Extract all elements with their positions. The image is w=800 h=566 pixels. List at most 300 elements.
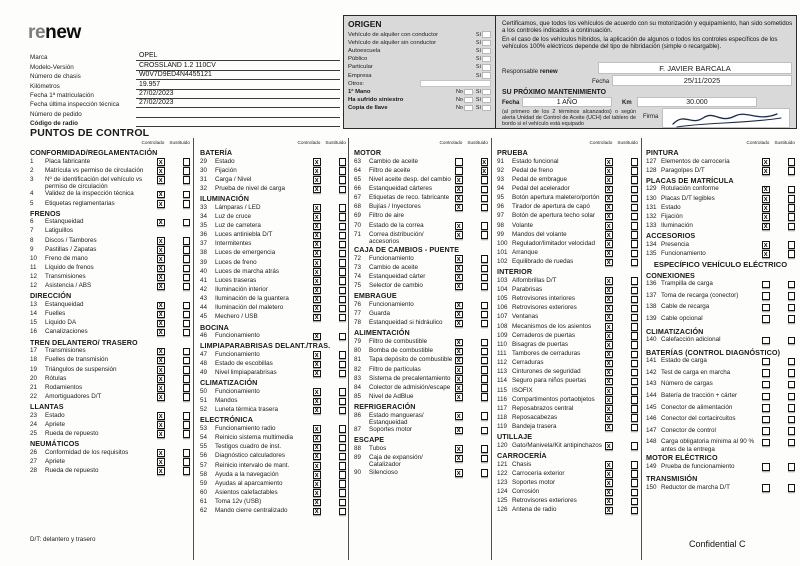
checkbox-sustituido[interactable]	[183, 329, 191, 337]
checkbox-sustituido[interactable]	[788, 337, 796, 345]
checkbox-sustituido[interactable]	[183, 449, 191, 457]
checkbox-sustituido[interactable]	[481, 255, 489, 263]
checkbox-controlado[interactable]	[313, 250, 321, 258]
checkbox-sustituido[interactable]	[339, 223, 347, 231]
checkbox-controlado[interactable]	[605, 378, 613, 386]
checkbox-controlado[interactable]	[157, 255, 165, 263]
checkbox-controlado[interactable]	[762, 241, 770, 249]
field-value[interactable]: 27/02/2023	[136, 90, 340, 99]
checkbox-controlado[interactable]	[455, 339, 463, 347]
checkbox-controlado[interactable]	[762, 213, 770, 221]
checkbox-controlado[interactable]	[605, 167, 613, 175]
checkbox-sustituido[interactable]	[788, 158, 796, 166]
checkbox-controlado[interactable]	[605, 369, 613, 377]
checkbox-sustituido[interactable]	[183, 302, 191, 310]
checkbox-controlado[interactable]	[157, 357, 165, 365]
checkbox-sustituido[interactable]	[183, 421, 191, 429]
checkbox-controlado[interactable]	[313, 277, 321, 285]
field-value[interactable]: OPEL	[136, 52, 340, 61]
checkbox-controlado[interactable]	[313, 499, 321, 507]
checkbox-sustituido[interactable]	[183, 200, 191, 208]
checkbox-sustituido[interactable]	[788, 463, 796, 471]
checkbox-sustituido[interactable]	[481, 412, 489, 420]
firma-input[interactable]	[662, 108, 790, 128]
checkbox-controlado[interactable]	[313, 167, 321, 175]
checkbox-controlado[interactable]	[455, 427, 463, 435]
si-checkbox[interactable]	[482, 97, 491, 103]
checkbox-controlado[interactable]	[313, 361, 321, 369]
checkbox-controlado[interactable]	[313, 314, 321, 322]
checkbox-sustituido[interactable]	[183, 167, 191, 175]
checkbox-controlado[interactable]	[455, 455, 463, 463]
checkbox-controlado[interactable]	[455, 167, 463, 175]
checkbox-controlado[interactable]	[762, 369, 770, 377]
checkbox-sustituido[interactable]	[631, 507, 639, 515]
checkbox-sustituido[interactable]	[788, 241, 796, 249]
checkbox-controlado[interactable]	[605, 332, 613, 340]
checkbox-controlado[interactable]	[455, 445, 463, 453]
checkbox-controlado[interactable]	[605, 158, 613, 166]
checkbox-sustituido[interactable]	[339, 287, 347, 295]
checkbox-controlado[interactable]	[313, 158, 321, 166]
checkbox-controlado[interactable]	[605, 341, 613, 349]
checkbox-sustituido[interactable]	[788, 223, 796, 231]
checkbox-controlado[interactable]	[605, 186, 613, 194]
checkbox-controlado[interactable]	[157, 167, 165, 175]
checkbox-sustituido[interactable]	[481, 445, 489, 453]
checkbox-sustituido[interactable]	[631, 498, 639, 506]
checkbox-controlado[interactable]	[313, 296, 321, 304]
checkbox-controlado[interactable]	[313, 444, 321, 452]
checkbox-sustituido[interactable]	[339, 268, 347, 276]
checkbox-sustituido[interactable]	[631, 332, 639, 340]
checkbox-controlado[interactable]	[605, 287, 613, 295]
checkbox-sustituido[interactable]	[183, 366, 191, 374]
checkbox-sustituido[interactable]	[339, 176, 347, 184]
checkbox-controlado[interactable]	[157, 449, 165, 457]
checkbox-controlado[interactable]	[605, 176, 613, 184]
si-checkbox[interactable]	[482, 72, 491, 78]
checkbox-sustituido[interactable]	[631, 323, 639, 331]
checkbox-controlado[interactable]	[313, 388, 321, 396]
checkbox-sustituido[interactable]	[183, 357, 191, 365]
checkbox-controlado[interactable]	[313, 407, 321, 415]
checkbox-controlado[interactable]	[605, 231, 613, 239]
checkbox-sustituido[interactable]	[631, 405, 639, 413]
si-checkbox[interactable]	[482, 56, 491, 62]
checkbox-sustituido[interactable]	[481, 158, 489, 166]
checkbox-controlado[interactable]	[762, 281, 770, 289]
checkbox-controlado[interactable]	[762, 439, 770, 447]
field-value[interactable]: CROSSLAND 1.2 110CV	[136, 62, 340, 71]
checkbox-sustituido[interactable]	[481, 384, 489, 392]
checkbox-sustituido[interactable]	[339, 471, 347, 479]
checkbox-controlado[interactable]	[157, 467, 165, 475]
checkbox-controlado[interactable]	[455, 265, 463, 273]
checkbox-controlado[interactable]	[157, 274, 165, 282]
checkbox-controlado[interactable]	[157, 366, 165, 374]
checkbox-sustituido[interactable]	[183, 219, 191, 227]
checkbox-controlado[interactable]	[313, 241, 321, 249]
checkbox-sustituido[interactable]	[481, 231, 489, 239]
checkbox-sustituido[interactable]	[788, 213, 796, 221]
checkbox-sustituido[interactable]	[788, 381, 796, 389]
checkbox-controlado[interactable]	[455, 158, 463, 166]
checkbox-controlado[interactable]	[157, 430, 165, 438]
checkbox-sustituido[interactable]	[631, 277, 639, 285]
checkbox-controlado[interactable]	[157, 219, 165, 227]
checkbox-sustituido[interactable]	[788, 167, 796, 175]
checkbox-sustituido[interactable]	[631, 461, 639, 469]
checkbox-controlado[interactable]	[313, 213, 321, 221]
field-value[interactable]	[136, 126, 340, 127]
field-value[interactable]	[136, 117, 340, 118]
checkbox-sustituido[interactable]	[631, 231, 639, 239]
si-checkbox[interactable]	[482, 105, 491, 111]
checkbox-sustituido[interactable]	[481, 186, 489, 194]
checkbox-sustituido[interactable]	[183, 458, 191, 466]
checkbox-sustituido[interactable]	[339, 453, 347, 461]
checkbox-sustituido[interactable]	[339, 232, 347, 240]
checkbox-controlado[interactable]	[605, 222, 613, 230]
checkbox-sustituido[interactable]	[481, 339, 489, 347]
checkbox-controlado[interactable]	[455, 311, 463, 319]
checkbox-sustituido[interactable]	[788, 416, 796, 424]
checkbox-sustituido[interactable]	[339, 213, 347, 221]
checkbox-controlado[interactable]	[157, 191, 165, 199]
checkbox-sustituido[interactable]	[631, 396, 639, 404]
checkbox-controlado[interactable]	[762, 167, 770, 175]
checkbox-sustituido[interactable]	[631, 296, 639, 304]
checkbox-controlado[interactable]	[762, 358, 770, 366]
field-value[interactable]: W0V7D9ED4N4455121	[136, 71, 340, 80]
checkbox-controlado[interactable]	[762, 337, 770, 345]
checkbox-sustituido[interactable]	[631, 305, 639, 313]
responsable-name-input[interactable]: F. JAVIER BARCALA	[598, 62, 792, 74]
checkbox-sustituido[interactable]	[339, 296, 347, 304]
checkbox-controlado[interactable]	[313, 489, 321, 497]
checkbox-controlado[interactable]	[762, 463, 770, 471]
checkbox-controlado[interactable]	[605, 240, 613, 248]
checkbox-controlado[interactable]	[313, 186, 321, 194]
checkbox-sustituido[interactable]	[631, 387, 639, 395]
checkbox-controlado[interactable]	[605, 277, 613, 285]
checkbox-sustituido[interactable]	[631, 250, 639, 258]
checkbox-controlado[interactable]	[455, 195, 463, 203]
checkbox-sustituido[interactable]	[631, 186, 639, 194]
checkbox-controlado[interactable]	[455, 231, 463, 239]
no-checkbox[interactable]	[464, 89, 473, 95]
checkbox-controlado[interactable]	[605, 305, 613, 313]
checkbox-sustituido[interactable]	[339, 241, 347, 249]
checkbox-sustituido[interactable]	[481, 222, 489, 230]
checkbox-sustituido[interactable]	[183, 375, 191, 383]
checkbox-sustituido[interactable]	[339, 259, 347, 267]
si-checkbox[interactable]	[482, 31, 491, 37]
checkbox-controlado[interactable]	[762, 404, 770, 412]
checkbox-sustituido[interactable]	[183, 384, 191, 392]
checkbox-sustituido[interactable]	[481, 375, 489, 383]
checkbox-sustituido[interactable]	[183, 311, 191, 319]
checkbox-sustituido[interactable]	[481, 469, 489, 477]
checkbox-controlado[interactable]	[313, 480, 321, 488]
checkbox-controlado[interactable]	[762, 315, 770, 323]
checkbox-sustituido[interactable]	[481, 320, 489, 328]
checkbox-sustituido[interactable]	[339, 204, 347, 212]
checkbox-controlado[interactable]	[157, 320, 165, 328]
checkbox-sustituido[interactable]	[788, 369, 796, 377]
checkbox-controlado[interactable]	[455, 366, 463, 374]
checkbox-controlado[interactable]	[313, 287, 321, 295]
checkbox-sustituido[interactable]	[339, 508, 347, 516]
checkbox-sustituido[interactable]	[481, 167, 489, 175]
checkbox-controlado[interactable]	[455, 283, 463, 291]
checkbox-controlado[interactable]	[157, 458, 165, 466]
checkbox-controlado[interactable]	[313, 351, 321, 359]
checkbox-sustituido[interactable]	[631, 213, 639, 221]
checkbox-sustituido[interactable]	[631, 259, 639, 267]
checkbox-controlado[interactable]	[762, 223, 770, 231]
checkbox-sustituido[interactable]	[183, 348, 191, 356]
checkbox-sustituido[interactable]	[631, 378, 639, 386]
checkbox-controlado[interactable]	[157, 393, 165, 401]
checkbox-controlado[interactable]	[605, 387, 613, 395]
checkbox-sustituido[interactable]	[183, 283, 191, 291]
checkbox-sustituido[interactable]	[339, 186, 347, 194]
checkbox-controlado[interactable]	[605, 479, 613, 487]
checkbox-controlado[interactable]	[157, 384, 165, 392]
checkbox-controlado[interactable]	[605, 323, 613, 331]
field-value[interactable]: 19.957	[136, 81, 340, 90]
checkbox-sustituido[interactable]	[339, 277, 347, 285]
checkbox-controlado[interactable]	[455, 186, 463, 194]
checkbox-sustituido[interactable]	[631, 158, 639, 166]
checkbox-controlado[interactable]	[455, 348, 463, 356]
checkbox-sustituido[interactable]	[339, 370, 347, 378]
checkbox-controlado[interactable]	[605, 405, 613, 413]
checkbox-sustituido[interactable]	[339, 167, 347, 175]
checkbox-sustituido[interactable]	[183, 467, 191, 475]
checkbox-controlado[interactable]	[455, 375, 463, 383]
checkbox-controlado[interactable]	[762, 304, 770, 312]
checkbox-controlado[interactable]	[605, 314, 613, 322]
checkbox-controlado[interactable]	[762, 292, 770, 300]
checkbox-controlado[interactable]	[455, 469, 463, 477]
checkbox-sustituido[interactable]	[788, 186, 796, 194]
checkbox-controlado[interactable]	[157, 283, 165, 291]
checkbox-sustituido[interactable]	[339, 351, 347, 359]
checkbox-controlado[interactable]	[605, 507, 613, 515]
checkbox-sustituido[interactable]	[339, 388, 347, 396]
checkbox-controlado[interactable]	[313, 435, 321, 443]
checkbox-controlado[interactable]	[762, 195, 770, 203]
checkbox-controlado[interactable]	[455, 204, 463, 212]
checkbox-sustituido[interactable]	[183, 158, 191, 166]
checkbox-controlado[interactable]	[605, 213, 613, 221]
checkbox-sustituido[interactable]	[481, 265, 489, 273]
checkbox-sustituido[interactable]	[631, 195, 639, 203]
checkbox-sustituido[interactable]	[788, 250, 796, 258]
checkbox-sustituido[interactable]	[183, 412, 191, 420]
checkbox-controlado[interactable]	[313, 333, 321, 341]
checkbox-sustituido[interactable]	[339, 398, 347, 406]
checkbox-sustituido[interactable]	[631, 360, 639, 368]
checkbox-controlado[interactable]	[313, 204, 321, 212]
fecha-input[interactable]: 25/11/2025	[612, 75, 792, 86]
checkbox-controlado[interactable]	[455, 255, 463, 263]
checkbox-sustituido[interactable]	[631, 222, 639, 230]
checkbox-sustituido[interactable]	[481, 357, 489, 365]
checkbox-controlado[interactable]	[605, 489, 613, 497]
no-checkbox[interactable]	[464, 105, 473, 111]
field-value[interactable]: 27/02/2023	[136, 99, 340, 108]
checkbox-sustituido[interactable]	[183, 237, 191, 245]
checkbox-sustituido[interactable]	[183, 320, 191, 328]
checkbox-sustituido[interactable]	[339, 435, 347, 443]
checkbox-controlado[interactable]	[455, 302, 463, 310]
mantenimiento-km-input[interactable]: 30.000	[637, 97, 757, 107]
checkbox-controlado[interactable]	[455, 222, 463, 230]
checkbox-controlado[interactable]	[605, 351, 613, 359]
checkbox-sustituido[interactable]	[339, 489, 347, 497]
si-checkbox[interactable]	[482, 64, 491, 70]
checkbox-sustituido[interactable]	[339, 250, 347, 258]
checkbox-controlado[interactable]	[313, 508, 321, 516]
checkbox-sustituido[interactable]	[183, 265, 191, 273]
checkbox-sustituido[interactable]	[339, 462, 347, 470]
checkbox-sustituido[interactable]	[481, 455, 489, 463]
checkbox-controlado[interactable]	[455, 274, 463, 282]
si-checkbox[interactable]	[482, 40, 491, 46]
checkbox-sustituido[interactable]	[339, 499, 347, 507]
checkbox-sustituido[interactable]	[481, 195, 489, 203]
checkbox-controlado[interactable]	[455, 384, 463, 392]
checkbox-controlado[interactable]	[455, 393, 463, 401]
checkbox-controlado[interactable]	[762, 427, 770, 435]
checkbox-controlado[interactable]	[762, 250, 770, 258]
checkbox-sustituido[interactable]	[631, 351, 639, 359]
checkbox-controlado[interactable]	[313, 398, 321, 406]
checkbox-controlado[interactable]	[605, 498, 613, 506]
checkbox-controlado[interactable]	[605, 442, 613, 450]
checkbox-sustituido[interactable]	[631, 176, 639, 184]
checkbox-controlado[interactable]	[605, 396, 613, 404]
checkbox-sustituido[interactable]	[788, 427, 796, 435]
checkbox-sustituido[interactable]	[481, 393, 489, 401]
otros-input[interactable]	[420, 80, 492, 87]
checkbox-controlado[interactable]	[313, 471, 321, 479]
checkbox-sustituido[interactable]	[631, 314, 639, 322]
checkbox-controlado[interactable]	[605, 470, 613, 478]
checkbox-sustituido[interactable]	[481, 311, 489, 319]
checkbox-sustituido[interactable]	[631, 414, 639, 422]
checkbox-sustituido[interactable]	[631, 287, 639, 295]
checkbox-sustituido[interactable]	[339, 314, 347, 322]
checkbox-controlado[interactable]	[313, 453, 321, 461]
checkbox-sustituido[interactable]	[183, 191, 191, 199]
checkbox-sustituido[interactable]	[481, 366, 489, 374]
checkbox-sustituido[interactable]	[631, 442, 639, 450]
checkbox-controlado[interactable]	[313, 370, 321, 378]
checkbox-sustituido[interactable]	[339, 333, 347, 341]
checkbox-sustituido[interactable]	[481, 348, 489, 356]
checkbox-controlado[interactable]	[157, 176, 165, 184]
checkbox-sustituido[interactable]	[481, 283, 489, 291]
checkbox-sustituido[interactable]	[481, 204, 489, 212]
checkbox-sustituido[interactable]	[481, 427, 489, 435]
checkbox-controlado[interactable]	[157, 302, 165, 310]
checkbox-controlado[interactable]	[605, 259, 613, 267]
checkbox-sustituido[interactable]	[339, 480, 347, 488]
checkbox-sustituido[interactable]	[183, 176, 191, 184]
checkbox-controlado[interactable]	[762, 416, 770, 424]
checkbox-sustituido[interactable]	[631, 479, 639, 487]
checkbox-sustituido[interactable]	[183, 274, 191, 282]
checkbox-sustituido[interactable]	[631, 240, 639, 248]
checkbox-sustituido[interactable]	[339, 361, 347, 369]
checkbox-sustituido[interactable]	[631, 424, 639, 432]
checkbox-sustituido[interactable]	[788, 292, 796, 300]
checkbox-controlado[interactable]	[605, 250, 613, 258]
checkbox-controlado[interactable]	[157, 265, 165, 273]
checkbox-sustituido[interactable]	[788, 204, 796, 212]
checkbox-sustituido[interactable]	[788, 281, 796, 289]
checkbox-controlado[interactable]	[313, 232, 321, 240]
checkbox-controlado[interactable]	[157, 311, 165, 319]
checkbox-sustituido[interactable]	[183, 430, 191, 438]
si-checkbox[interactable]	[482, 89, 491, 95]
checkbox-controlado[interactable]	[313, 268, 321, 276]
no-checkbox[interactable]	[464, 97, 473, 103]
checkbox-controlado[interactable]	[762, 484, 770, 492]
checkbox-controlado[interactable]	[157, 329, 165, 337]
checkbox-sustituido[interactable]	[339, 305, 347, 313]
checkbox-sustituido[interactable]	[788, 195, 796, 203]
si-checkbox[interactable]	[482, 48, 491, 54]
checkbox-controlado[interactable]	[157, 412, 165, 420]
checkbox-controlado[interactable]	[605, 195, 613, 203]
mantenimiento-fecha-input[interactable]: 1 AÑO	[522, 97, 612, 107]
checkbox-controlado[interactable]	[313, 462, 321, 470]
checkbox-sustituido[interactable]	[481, 302, 489, 310]
checkbox-controlado[interactable]	[455, 357, 463, 365]
checkbox-controlado[interactable]	[762, 186, 770, 194]
checkbox-controlado[interactable]	[313, 259, 321, 267]
checkbox-sustituido[interactable]	[631, 167, 639, 175]
checkbox-controlado[interactable]	[605, 204, 613, 212]
checkbox-sustituido[interactable]	[788, 439, 796, 447]
checkbox-sustituido[interactable]	[788, 393, 796, 401]
checkbox-sustituido[interactable]	[631, 369, 639, 377]
checkbox-sustituido[interactable]	[631, 489, 639, 497]
checkbox-controlado[interactable]	[762, 158, 770, 166]
checkbox-controlado[interactable]	[313, 223, 321, 231]
checkbox-controlado[interactable]	[313, 176, 321, 184]
checkbox-sustituido[interactable]	[631, 204, 639, 212]
checkbox-sustituido[interactable]	[183, 246, 191, 254]
checkbox-controlado[interactable]	[313, 305, 321, 313]
checkbox-sustituido[interactable]	[481, 274, 489, 282]
checkbox-sustituido[interactable]	[339, 425, 347, 433]
checkbox-controlado[interactable]	[157, 375, 165, 383]
checkbox-controlado[interactable]	[605, 296, 613, 304]
checkbox-controlado[interactable]	[762, 381, 770, 389]
checkbox-controlado[interactable]	[157, 158, 165, 166]
checkbox-sustituido[interactable]	[183, 255, 191, 263]
checkbox-controlado[interactable]	[762, 204, 770, 212]
checkbox-sustituido[interactable]	[788, 404, 796, 412]
checkbox-controlado[interactable]	[605, 424, 613, 432]
